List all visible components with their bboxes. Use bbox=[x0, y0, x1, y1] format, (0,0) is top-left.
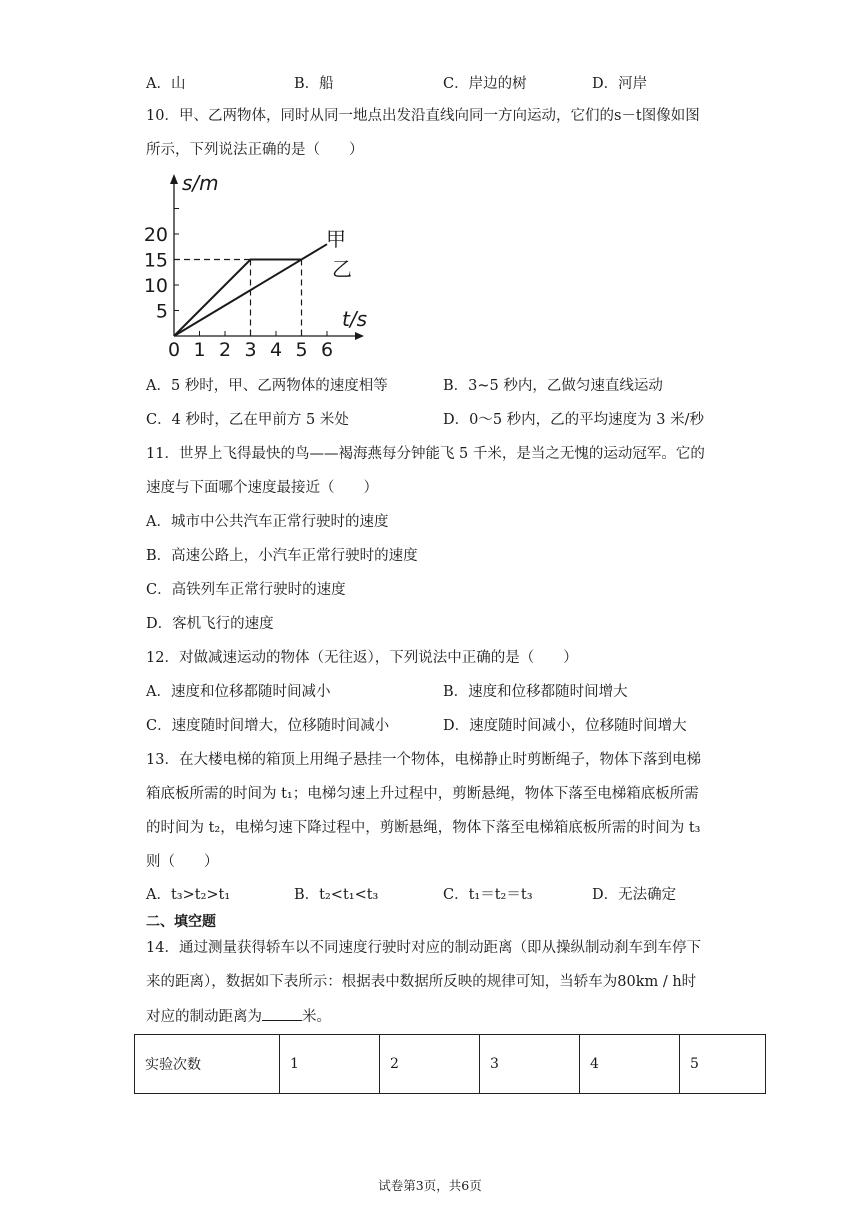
q12-option-b: B．速度和位移都随时间增大 bbox=[443, 684, 628, 700]
table-header-cell: 实验次数 bbox=[135, 1035, 280, 1094]
q14-data-table bbox=[134, 1034, 766, 1094]
x-axis-label: t/s bbox=[342, 307, 367, 331]
table-row bbox=[135, 1035, 766, 1094]
q13-option-c: C．t₁＝t₂＝t₃ bbox=[443, 887, 533, 903]
y-tick-label: 5 bbox=[155, 300, 168, 323]
q12-stem: 12．对做减速运动的物体（无往返），下列说法中正确的是（ ） bbox=[146, 650, 578, 666]
q13-option-d: D．无法确定 bbox=[592, 887, 677, 903]
q11-option-a: A．城市中公共汽车正常行驶时的速度 bbox=[146, 514, 389, 530]
q10-option-d: D．0～5 秒内，乙的平均速度为 3 米/秒 bbox=[443, 412, 705, 428]
x-tick-label: 2 bbox=[219, 339, 232, 361]
y-tick-label: 20 bbox=[143, 224, 168, 246]
q14-stem-line1: 14．通过测量获得轿车以不同速度行驶时对应的制动距离（即从操纵制动刹车到车停下 bbox=[146, 940, 701, 956]
q11-option-d: D．客机飞行的速度 bbox=[146, 616, 274, 632]
q10-option-b: B．3~5 秒内，乙做匀速直线运动 bbox=[443, 378, 663, 394]
table-cell: 1 bbox=[280, 1035, 380, 1094]
q10-stem-line2: 所示，下列说法正确的是（ ） bbox=[146, 142, 364, 158]
q10-option-c: C．4 秒时，乙在甲前方 5 米处 bbox=[146, 412, 349, 428]
q12-option-c: C．速度随时间增大，位移随时间减小 bbox=[146, 718, 390, 734]
x-tick-label: 3 bbox=[244, 339, 257, 361]
y-tick-label: 10 bbox=[143, 275, 168, 297]
q12-option-a: A．速度和位移都随时间减小 bbox=[146, 684, 331, 700]
line-yi-label: 乙 bbox=[332, 257, 352, 281]
q14-stem-line3-before: 对应的制动距离为 bbox=[146, 1009, 262, 1025]
q9-option-c: C．岸边的树 bbox=[443, 76, 527, 92]
q14-stem-line3 bbox=[146, 1006, 331, 1027]
q13-option-a: A．t₃>t₂>t₁ bbox=[146, 887, 231, 903]
table-cell: 5 bbox=[680, 1035, 766, 1094]
q14-stem-line3-after: 米。 bbox=[302, 1009, 331, 1025]
q11-stem-line1: 11．世界上飞得最快的鸟——褐海燕每分钟能飞 5 千米，是当之无愧的运动冠军。它的 bbox=[146, 446, 705, 462]
q10-stem-line1: 10．甲、乙两物体，同时从同一地点出发沿直线向同一方向运动，它们的s－t图像如图 bbox=[146, 108, 700, 124]
q11-option-c: C．高铁列车正常行驶时的速度 bbox=[146, 582, 346, 598]
x-tick-label: 5 bbox=[295, 339, 308, 361]
table-cell: 2 bbox=[380, 1035, 480, 1094]
q11-option-b: B．高速公路上，小汽车正常行驶时的速度 bbox=[146, 548, 418, 564]
x-tick-label: 4 bbox=[270, 339, 283, 361]
x-tick-label: 0 bbox=[168, 339, 181, 361]
q9-option-d: D．河岸 bbox=[592, 76, 648, 92]
x-tick-label: 1 bbox=[193, 339, 206, 361]
q13-stem-line3: 的时间为 t₂，电梯匀速下降过程中，剪断悬绳，物体下落至电梯箱底板所需的时间为 t₃ bbox=[146, 820, 701, 836]
q14-stem-line2: 来的距离），数据如下表所示：根据表中数据所反映的规律可知，当轿车为80km / h时 bbox=[146, 974, 697, 990]
page-footer: 试卷第3页，共6页 bbox=[378, 1178, 482, 1193]
section-title-fill-in: 二、填空题 bbox=[146, 914, 216, 930]
q13-stem-line2: 箱底板所需的时间为 t₁；电梯匀速上升过程中，剪断悬绳，物体下落至电梯箱底板所需 bbox=[146, 786, 699, 802]
q13-stem-line1: 13．在大楼电梯的箱顶上用绳子悬挂一个物体，电梯静止时剪断绳子，物体下落到电梯 bbox=[146, 752, 701, 768]
x-axis-arrow bbox=[355, 332, 364, 340]
table-cell: 4 bbox=[580, 1035, 680, 1094]
q13-option-b: B．t₂<t₁<t₃ bbox=[294, 887, 379, 903]
q9-option-b: B．船 bbox=[294, 76, 334, 92]
table-cell: 3 bbox=[480, 1035, 580, 1094]
q13-stem-line4: 则（ ） bbox=[146, 854, 219, 870]
q12-option-d: D．速度随时间减小，位移随时间增大 bbox=[443, 718, 687, 734]
q9-option-a: A．山 bbox=[146, 76, 186, 92]
q10-option-a: A．5 秒时，甲、乙两物体的速度相等 bbox=[146, 378, 388, 394]
y-axis-label: s/m bbox=[182, 171, 219, 195]
q10-st-graph bbox=[136, 166, 386, 366]
answer-blank[interactable] bbox=[262, 1006, 302, 1021]
x-tick-label: 6 bbox=[321, 339, 334, 361]
q11-stem-line2: 速度与下面哪个速度最接近（ ） bbox=[146, 480, 378, 496]
line-jia-label: 甲 bbox=[326, 227, 346, 251]
y-tick-label: 15 bbox=[143, 249, 168, 272]
y-axis-arrow bbox=[170, 174, 178, 184]
